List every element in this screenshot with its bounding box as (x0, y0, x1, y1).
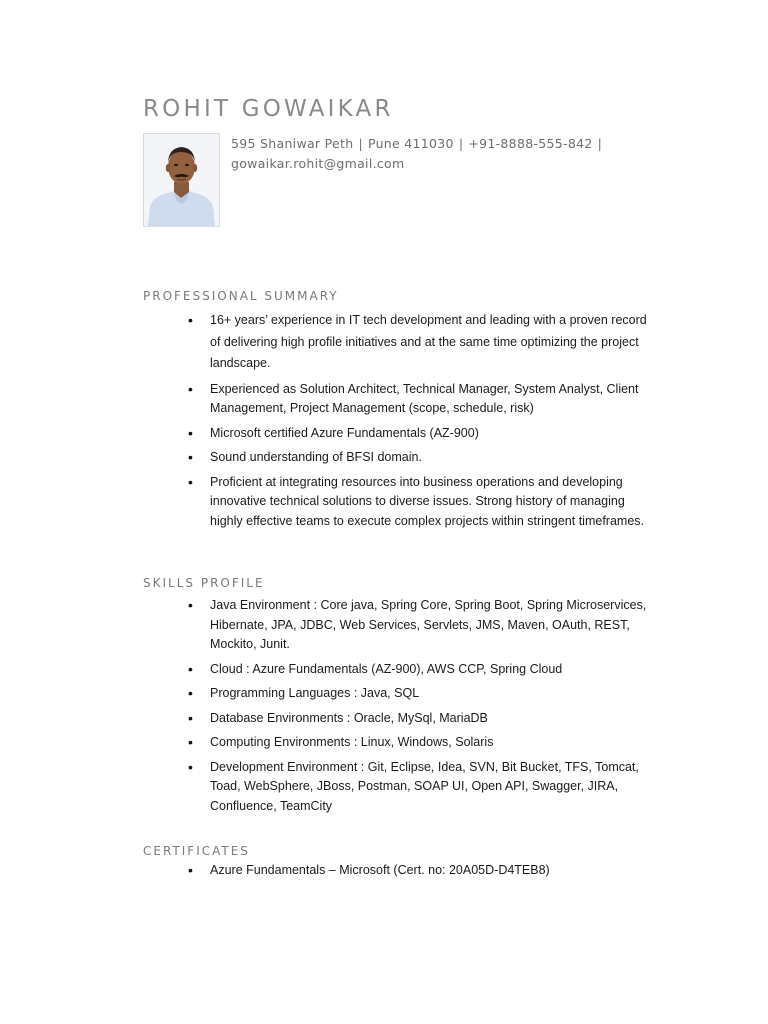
list-item: • Sound understanding of BFSI domain. (210, 448, 650, 468)
candidate-name: ROHIT GOWAIKAR (143, 96, 394, 122)
contact-info (231, 134, 631, 174)
list-item: • Database Environments : Oracle, MySql, MariaDB (210, 709, 650, 729)
phone-number: +91-8888-555-842 (468, 136, 593, 151)
address: 595 Shaniwar Peth (231, 136, 354, 151)
list-item: • Programming Languages : Java, SQL (210, 684, 650, 704)
list-item: • Cloud : Azure Fundamentals (AZ-900), AWS CCP, Spring Cloud (210, 660, 650, 680)
email-address[interactable]: gowaikar.rohit@gmail.com (231, 156, 405, 171)
list-item: • Microsoft certified Azure Fundamentals (AZ-900) (210, 424, 650, 444)
city: Pune 411030 (367, 136, 454, 151)
summary-list (210, 310, 650, 536)
skills-list (210, 596, 650, 821)
section-title-summary: PROFESSIONAL SUMMARY (143, 289, 339, 303)
section-title-skills: SKILLS PROFILE (143, 576, 265, 590)
profile-photo (143, 133, 220, 227)
separator: | (358, 136, 363, 151)
list-item: • Computing Environments : Linux, Windows, Solaris (210, 733, 650, 753)
list-item: • Development Environment : Git, Eclipse, Idea, SVN, Bit Bucket, TFS, Tomcat, Toad, WebSphere, JBoss, Postman, SOAP UI, Open API, Swagger, JIRA, Confluence, TeamCity (210, 758, 650, 817)
certificates-list (210, 861, 650, 886)
separator: | (458, 136, 464, 151)
list-item: • Azure Fundamentals – Microsoft (Cert. no: 20A05D-D4TEB8) (210, 861, 650, 881)
list-item: • Java Environment : Core java, Spring Core, Spring Boot, Spring Microservices, Hibernate, JPA, JDBC, Web Services, Servlets, JMS, Maven, OAuth, REST, Mockito, Junit. (210, 596, 650, 655)
list-item: • 16+ years’ experience in IT tech development and leading with a proven record of delivering high profile initiatives and at the same time optimizing the project landscape. (210, 310, 650, 375)
section-title-certificates: CERTIFICATES (143, 844, 250, 858)
list-item: • Proficient at integrating resources into business operations and developing innovative technical solutions to diverse issues. Strong history of managing highly effective teams to execute complex projects within stringent timeframes. (210, 473, 650, 532)
separator: | (597, 136, 603, 151)
list-item: • Experienced as Solution Architect, Technical Manager, System Analyst, Client Management, Project Management (scope, schedule, risk) (210, 380, 650, 419)
